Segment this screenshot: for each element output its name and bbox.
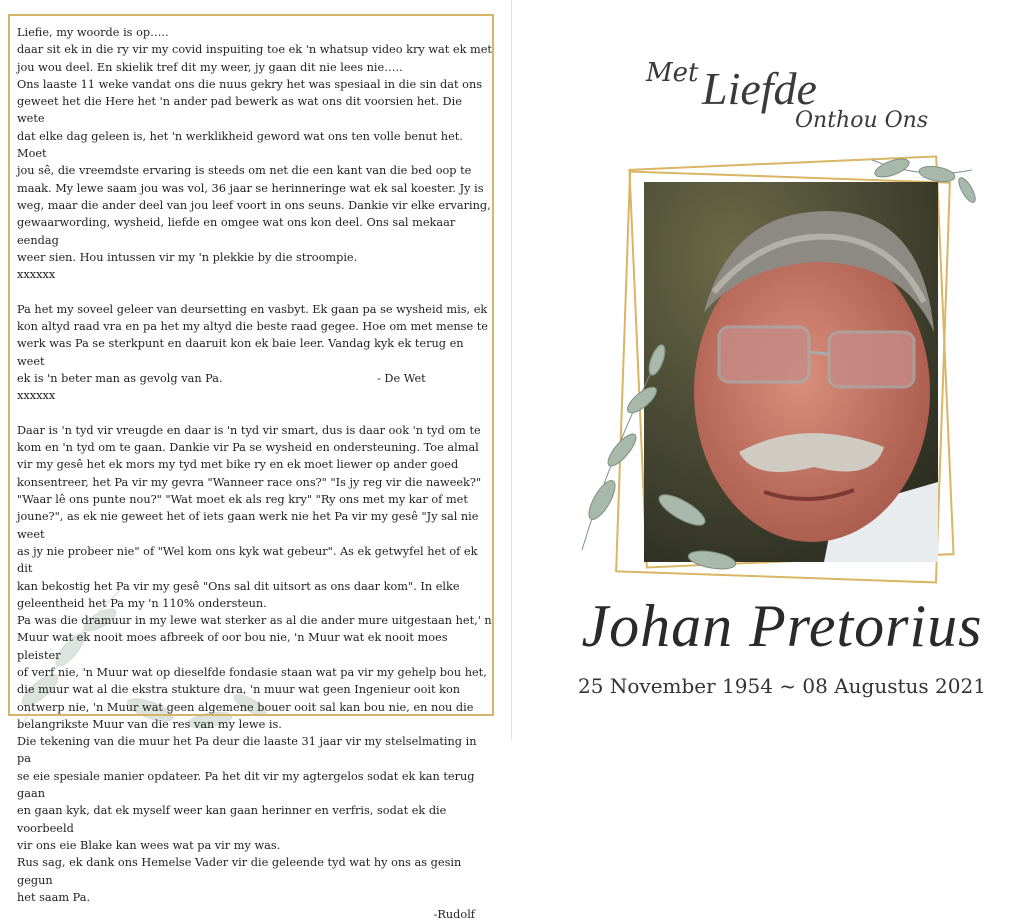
signature-rudolf: -Rudolf [433,908,475,922]
text-line: ontwerp nie, 'n Muur wat geen algemene bouer ooit sal kan bou nie, en nou die [17,700,474,714]
text-line: vir ons eie Blake kan wees wat pa vir my was. [17,838,281,852]
text-line: dat elke dag geleen is, het 'n werklikheid geword wat ons ten volle benut het. Moet [17,129,467,161]
text-line: Pa het my soveel geleer van deursetting en vasbyt. Ek gaan pa se wysheid mis, ek [17,302,488,316]
text-line: Die tekening van die muur het Pa deur die laaste 31 jaar vir my stelselmating in pa [17,735,481,766]
text-line: belangrikste Muur van die res van my lewe is. [17,717,282,731]
text-line: kom en 'n tyd om te gaan. Dankie vir Pa se wysheid en ondersteuning. Toe almal [17,441,479,455]
text-line: vir my gesê het ek mors my tyd met bike ry en ek moet liewer op ander goed [17,458,459,472]
left-page [0,0,512,922]
life-dates: 25 November 1954 ~ 08 Augustus 2021 [578,674,986,698]
text-line: gewaarwording, wysheid, liefde en omgee wat ons kon deel. Ons sal mekaar eendag [17,216,459,247]
text-line: xxxxxx [17,389,56,403]
text-line: joune?", as ek nie geweet het of iets gaan werk nie het Pa vir my gesê "Jy sal nie weet [17,510,483,541]
text-line: kon altyd raad vra en pa het my altyd die beste raad gegee. Hoe om met mense te [17,320,488,334]
text-line: en gaan kyk, dat ek myself weer kan gaan herinner en verfris, sodat ek die voorbeeld [17,804,450,835]
heading-onthou-ons: Onthou Ons [795,108,929,133]
paragraph-gap [17,405,493,422]
text-line: Muur wat ek nooit moes afbreek of oor bou nie, 'n Muur wat ek nooit moes pleister [17,631,452,662]
text-line: Pa was die dramuur in my lewe wat sterker as al die ander mure uitgestaan het,' n [17,614,492,628]
deceased-name: Johan Pretorius [581,593,983,659]
text-line: werk was Pa se sterkpunt en daaruit kon ek baie leer. Vandag kyk ek terug en weet [17,337,468,368]
text-line: het saam Pa. [17,890,91,904]
tribute-text [17,24,493,923]
text-line: jou sê, die vreemdste ervaring is steeds om net die een kant van die bed oop te [17,164,472,178]
text-line: geweet het die Here het 'n ander pad bewerk as wat ons dit voorsien het. Die wete [17,95,466,126]
text-line: as jy nie probeer nie" of "Wel kom ons kyk wat gebeur". As ek getwyfel het of ek dit [17,544,482,576]
text-line: die muur wat al die ekstra stukture dra, 'n muur wat geen Ingenieur ooit kon [17,683,461,697]
text-line: daar sit ek in die ry vir my covid inspuiting toe ek 'n whatsup video kry wat ek met [17,43,492,57]
heading-met: Met [646,58,699,88]
text-line: weer sien. Hou intussen vir my 'n plekkie by die stroompie. [17,250,358,264]
text-line: kan bekostig het Pa vir my gesê "Ons sal dit uitsort as ons daar kom". In elke [17,579,460,593]
text-line: weg, maar die ander deel van jou leef voort in ons seuns. Dankie vir elke ervaring, [17,198,491,212]
text-line: of verf nie, 'n Muur wat op dieselfde fondasie staan wat pa vir my gehelp bou het, [17,665,487,679]
portrait-photo [644,182,938,562]
text-line: Daar is 'n tyd vir vreugde en daar is 'n tyd vir smart, dus is daar ook 'n tyd om te [17,423,481,437]
text-line: geleentheid het Pa my 'n 110% ondersteun. [17,596,267,610]
text-line: maak. My lewe saam jou was vol, 36 jaar se herinneringe wat ek sal koester. Jy is [17,181,484,195]
text-line: se eie spesiale manier opdateer. Pa het dit vir my agtergelos sodat ek kan terug gaan [17,769,479,801]
text-line: jou wou deel. En skielik tref dit my weer, jy gaan dit nie lees nie….. [17,60,403,74]
text-line: Liefie, my woorde is op….. [17,26,169,39]
text-line: konsentreer, het Pa vir my gevra "Wanneer race ons?" "Is jy reg vir die naweek?" [17,475,482,489]
text-line: Ons laaste 11 weke vandat ons die nuus gekry het was spesiaal in die sin dat ons [17,77,483,91]
heading-liefde: Liefde [702,63,817,114]
portrait-illustration [644,182,938,562]
text-line: "Waar lê ons punte nou?" "Wat moet ek als reg kry" "Ry ons met my kar of met [17,493,468,507]
text-line: Rus sag, ek dank ons Hemelse Vader vir die geleende tyd wat hy ons as gesin gegun [17,856,465,887]
text-line: xxxxxx [17,268,56,282]
paragraph-gap [17,283,493,300]
text-line: ek is 'n beter man as gevolg van Pa. - De Wet [17,371,426,385]
right-page [512,0,1024,740]
